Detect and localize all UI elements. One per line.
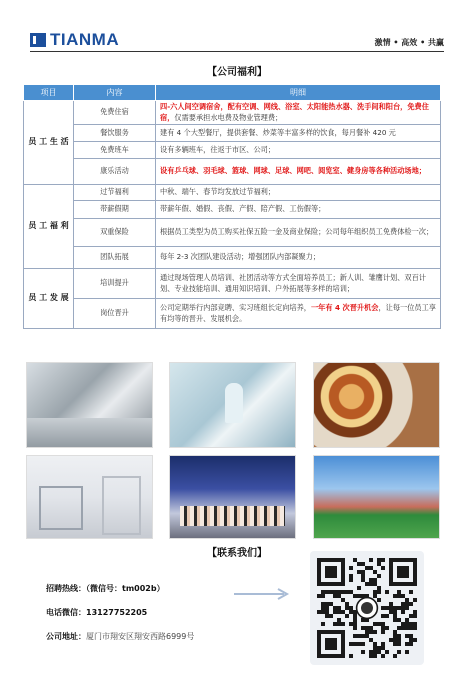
arrow-right-icon [232,587,292,601]
item-cell: 餐饮服务 [74,125,156,142]
hotline-value: （微信号：tm002b） [86,584,165,593]
logo-text: TIANMA [50,30,120,49]
cleanroom-photo [169,362,296,448]
detail-highlight: 设有乒乓球、羽毛球、篮球、网球、足球、网吧、阅览室、健身房等各种活动场地； [160,166,426,176]
detail-cell: 设有多辆班车，往返于市区、公司； [156,142,441,159]
item-cell: 双重保险 [74,219,156,247]
detail-cell: 每年 2-3 次团队建设活动；增强团队内部凝聚力； [156,247,441,269]
wechat-qr-code [310,551,424,665]
detail-cell [156,299,441,329]
detail-cell: 中秋、端午、春节均发放过节福利； [156,185,441,201]
address-label: 公司地址： [46,632,86,641]
table-row [24,101,441,125]
phone-label: 电话微信： [46,608,86,617]
item-cell: 免费住宿 [74,101,156,125]
table-row [24,159,441,185]
table-row [24,219,441,247]
production-line-photo [26,362,153,448]
item-cell: 带薪假期 [74,201,156,219]
hotline-line [46,583,165,594]
category-cell: 员 工 福 利 [24,185,74,269]
dormitory-photo [26,455,153,539]
detail-cell [156,101,441,125]
photo-gallery [26,362,440,532]
column-header: 项目 [24,85,74,101]
sports-field-photo [313,455,440,539]
item-cell: 岗位晋升 [74,299,156,329]
detail-cell: 根据员工类型为员工购买社保五险一金及商业保险；公司每年组织员工免费体检一次； [156,219,441,247]
item-cell: 康乐活动 [74,159,156,185]
detail-cell [156,159,441,185]
detail-cell: 通过现场管理人员培训、社团活动等方式全面培养员工；新人训、雏鹰计划、双百计划、专业技能培训、通用知识培训、户外拓展等多样的培训； [156,269,441,299]
table-row [24,269,441,299]
detail-text: 公司定期举行内部竞聘、实习班组长定向培养， [160,303,311,313]
item-cell: 免费班车 [74,142,156,159]
detail-cell: 带薪年假、婚假、丧假、产假、陪产假、工伤假等； [156,201,441,219]
category-cell: 员 工 发 展 [24,269,74,329]
qr-code-icon [317,558,417,658]
contact-title: 【联系我们】 [207,548,267,559]
table-row [24,125,441,142]
table-row [24,201,441,219]
table-row [24,185,441,201]
detail-highlight: 一年有 4 次晋升机会 [310,303,379,313]
tianma-logo-icon [30,33,46,47]
table-row [24,142,441,159]
item-cell: 过节福利 [74,185,156,201]
company-logo [30,30,119,50]
benefits-table [23,84,441,329]
column-header: 明细 [156,85,441,101]
item-cell: 培训提升 [74,269,156,299]
phone-value: 13127752205 [86,608,148,617]
category-cell: 员 工 生 活 [24,101,74,185]
table-header-row [24,85,441,101]
page-header [30,28,444,52]
canteen-food-photo [313,362,440,448]
table-row [24,299,441,329]
detail-text: 仅需要承担水电费及物业管理费； [174,112,283,122]
hotline-label: 招聘热线： [46,584,86,593]
address-line [46,631,194,642]
item-cell: 团队拓展 [74,247,156,269]
slogan: 激情 • 高效 • 共赢 [374,38,444,47]
table-row [24,247,441,269]
detail-cell: 建有 4 个大型餐厅，提供套餐、炒菜等丰富多样的饮食，每月餐补 420 元 [156,125,441,142]
team-event-photo [169,455,296,539]
phone-line [46,607,147,618]
address-value: 厦门市翔安区翔安西路6999号 [86,632,195,641]
detail-text: ，让每一位员工享有均等的晋升、发展机会。 [160,303,436,323]
detail-highlight: 四-六人间空调宿舍，配有空调、网线、浴室、太阳能热水器、洗手间和阳台，免费住宿， [160,102,429,122]
column-header: 内容 [74,85,156,101]
benefits-title: 【公司福利】 [207,67,267,78]
